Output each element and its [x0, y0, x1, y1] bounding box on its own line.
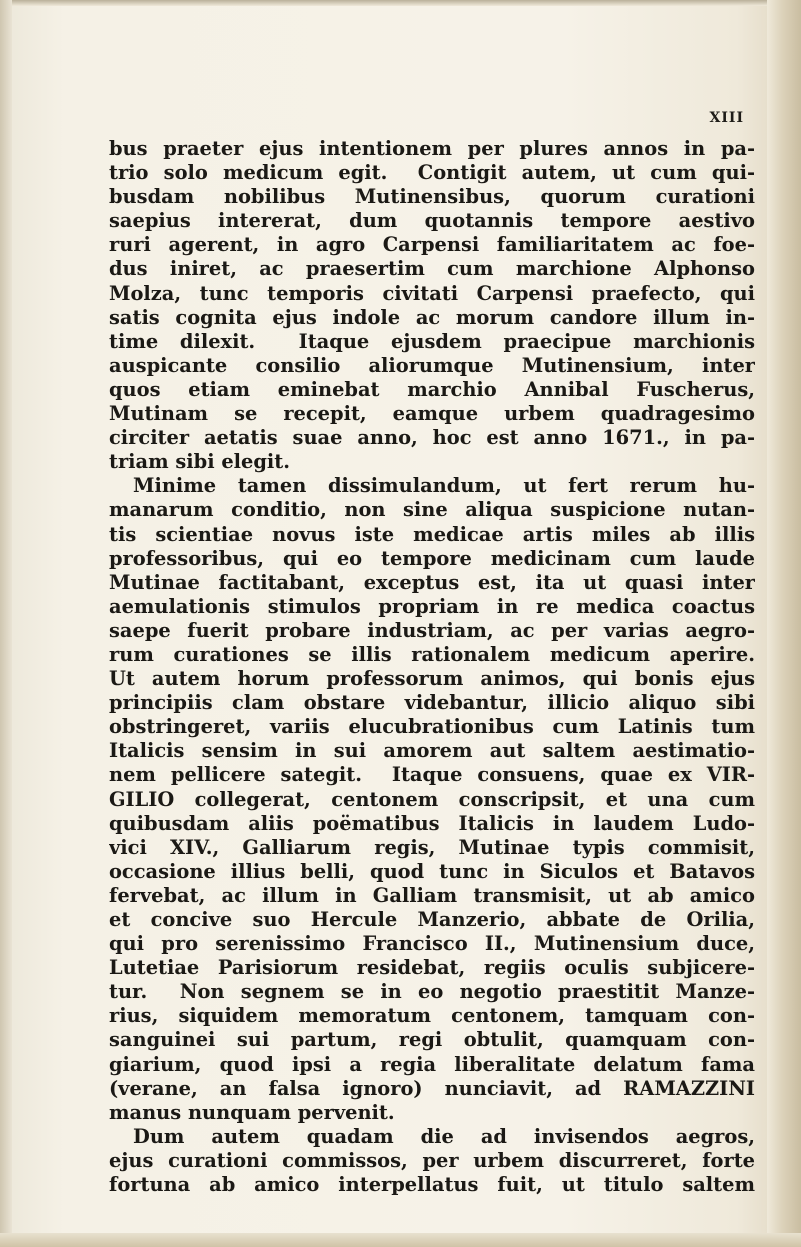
text-line: qui pro serenissimo Francisco II., Mutinensium duce,: [109, 932, 755, 956]
body-text: [109, 137, 755, 1197]
text-line: tur. Non segnem se in eo negotio praestitit Manze-: [109, 980, 755, 1004]
text-line: manus nunquam pervenit.: [109, 1100, 395, 1124]
text-line: ruri agerent, in agro Carpensi familiaritatem ac foe-: [109, 233, 755, 257]
text-line: Italicis sensim in sui amorem aut saltem aestimatio-: [109, 739, 755, 763]
text-line: circiter aetatis suae anno, hoc est anno 1671., in pa-: [109, 426, 755, 450]
text-line: Molza, tunc temporis civitati Carpensi praefecto, qui: [109, 281, 755, 305]
text-line: Ut autem horum professorum animos, qui bonis ejus: [109, 667, 755, 691]
text-line: (verane, an falsa ignoro) nunciavit, ad RAMAZZINI: [109, 1076, 755, 1100]
text-line: tis scientiae novus iste medicae artis miles ab illis: [109, 522, 755, 546]
text-line: saepe fuerit probare industriam, ac per varias aegro-: [109, 618, 755, 642]
text-line: bus praeter ejus intentionem per plures annos in pa-: [109, 137, 755, 160]
page-number: XIII: [709, 110, 744, 126]
text-line: fortuna ab amico interpellatus fuit, ut titulo saltem: [109, 1173, 755, 1197]
text-line: auspicante consilio aliorumque Mutinensium, inter: [109, 353, 755, 377]
text-line: obstringeret, variis elucubrationibus cum Latinis tum: [109, 715, 755, 739]
text-line: busdam nobilibus Mutinensibus, quorum curationi: [109, 185, 755, 209]
text-line: trio solo medicum egit. Contigit autem, ut cum qui-: [109, 161, 755, 185]
text-line: quos etiam eminebat marchio Annibal Fuscherus,: [109, 377, 755, 401]
text-line: ejus curationi commissos, per urbem discurreret, forte: [109, 1148, 755, 1172]
text-line: Lutetiae Parisiorum residebat, regiis oculis subjicere-: [109, 956, 755, 980]
text-line: dus iniret, ac praesertim cum marchione Alphonso: [109, 257, 755, 281]
text-line: Mutinae factitabant, exceptus est, ita ut quasi inter: [109, 570, 755, 594]
text-line: manarum conditio, non sine aliqua suspicione nutan-: [109, 498, 755, 522]
page-left-edge: [0, 0, 12, 1247]
text-line: giarium, quod ipsi a regia liberalitate delatum fama: [109, 1052, 755, 1076]
text-line: principiis clam obstare videbantur, illicio aliquo sibi: [109, 691, 755, 715]
text-line: triam sibi elegit.: [109, 450, 291, 474]
text-line: aemulationis stimulos propriam in re medica coactus: [109, 594, 755, 618]
page-top-edge: [12, 0, 772, 6]
text-line: vici XIV., Galliarum regis, Mutinae typis commisit,: [109, 835, 755, 859]
text-line: saepius intererat, dum quotannis tempore aestivo: [109, 209, 755, 233]
page-right-edge: [767, 0, 801, 1247]
text-line: time dilexit. Itaque ejusdem praecipue marchionis: [109, 329, 755, 353]
text-line: satis cognita ejus indole ac morum candore illum in-: [109, 305, 755, 329]
text-line: GILIO collegerat, centonem conscripsit, et una cum: [109, 787, 755, 811]
text-line: sanguinei sui partum, regi obtulit, quamquam con-: [109, 1028, 755, 1052]
text-line: quibusdam aliis poëmatibus Italicis in laudem Ludo-: [109, 811, 755, 835]
text-line: Dum autem quadam die ad invisendos aegros,: [133, 1124, 755, 1148]
text-line: professoribus, qui eo tempore medicinam cum laude: [109, 546, 755, 570]
text-line: Minime tamen dissimulandum, ut fert rerum hu-: [133, 474, 755, 498]
text-line: nem pellicere sategit. Itaque consuens, quae ex VIR-: [109, 763, 755, 787]
text-line: fervebat, ac illum in Galliam transmisit, ut ab amico: [109, 883, 755, 907]
page-bottom-edge: [0, 1233, 801, 1247]
text-line: rum curationes se illis rationalem medicum aperire.: [109, 642, 755, 666]
text-line: Mutinam se recepit, eamque urbem quadragesimo: [109, 402, 755, 426]
text-line: rius, siquidem memoratum centonem, tamquam con-: [109, 1004, 755, 1028]
text-line: et concive suo Hercule Manzerio, abbate de Orilia,: [109, 908, 755, 931]
text-line: occasione illius belli, quod tunc in Siculos et Batavos: [109, 859, 755, 883]
